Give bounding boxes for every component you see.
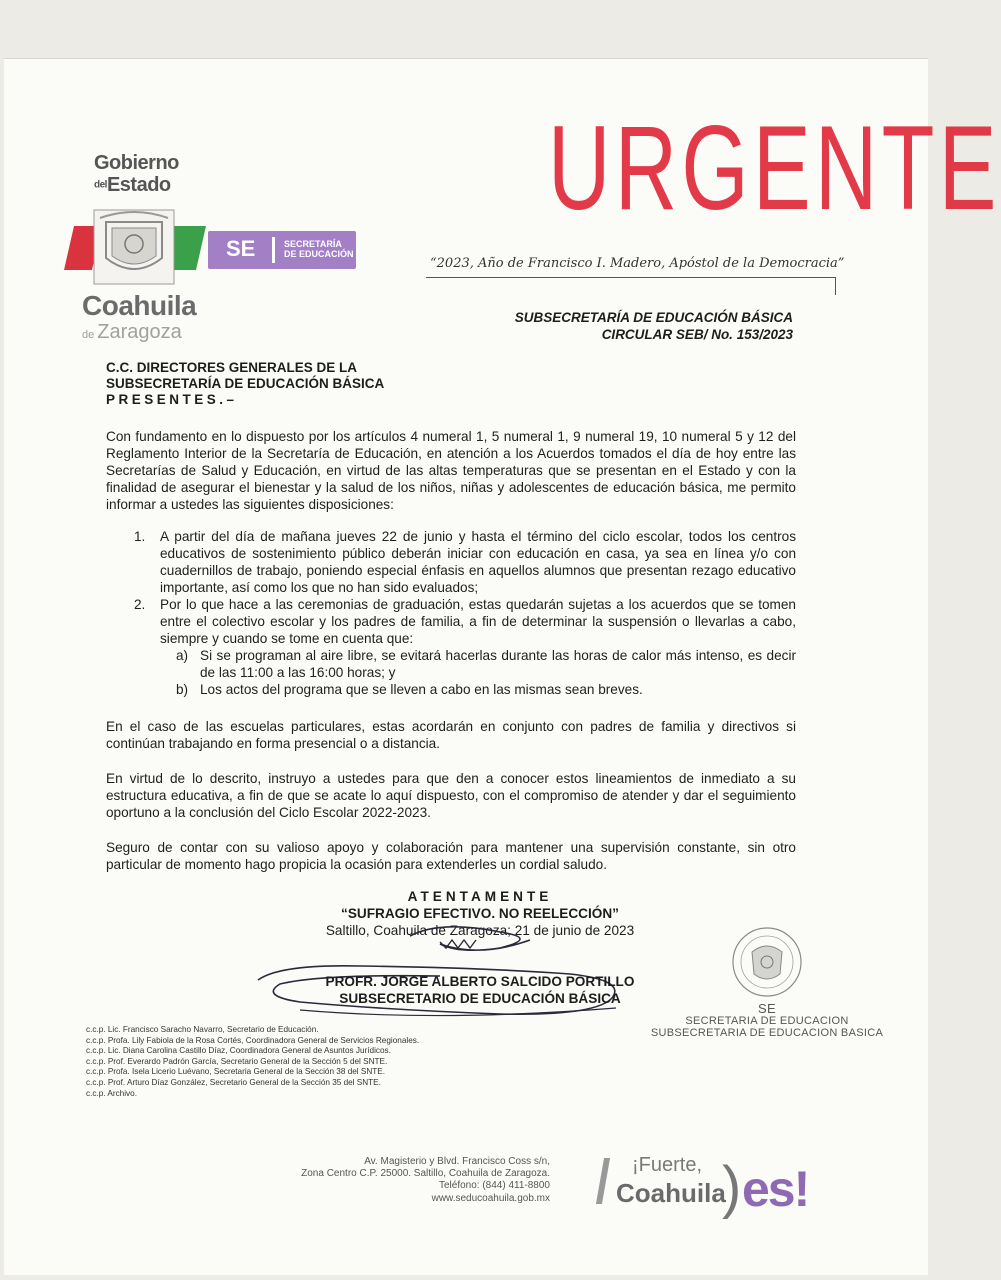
sub-item-letter: b) — [176, 682, 189, 697]
estado-word: Estado — [106, 174, 171, 196]
addressee-line1: C.C. DIRECTORES GENERALES DE LA — [106, 360, 358, 375]
intro-paragraph: Con fundamento en lo dispuesto por los artículos 4 numeral 1, 5 numeral 1, 9 numeral 19, 10 numeral 5 y 12 del Reglamento Interior de la Secretaría de Educación, en atención a los Acuerdos tomados el día de hoy entre las Secretarías de Salud y Educación, en virtud de las altas temperaturas que se presentan en el Estado y con la finalidad de asegurar el bienestar y la salud de los niños, niñas y adolescentes de educación básica, me permito informar a ustedes las siguientes disposiciones: — [106, 429, 796, 512]
sub-item-text: Si se programan al aire libre, se evitará hacerlas durante las horas de calor más intenso, es decir de las 11:00 a las 16:00 horas; y — [200, 648, 796, 680]
ccp-line: c.c.p. Lic. Francisco Saracho Navarro, Secretario de Educación. — [86, 1025, 319, 1034]
ccp-line: c.c.p. Profa. Isela Licerio Luévano, Secretaria General de la Sección 38 del SNTE. — [86, 1067, 386, 1077]
year-motto: “2023, Año de Francisco I. Madero, Apóstol de la Democracia” — [430, 256, 845, 271]
dispositions-list — [130, 528, 796, 698]
address-line: Av. Magisterio y Blvd. Francisco Coss s/n, — [364, 1156, 550, 1167]
fuerte-coahuila-logo — [600, 1152, 840, 1228]
urgente-stamp: URGENTE — [548, 101, 1001, 235]
ccp-line: c.c.p. Profa. Lily Fabiola de la Rosa Cortés, Coordinadora General de Servicios Regionales. — [86, 1035, 420, 1045]
list-item — [130, 528, 796, 596]
sub-item — [160, 681, 796, 698]
secretaria-line2: DE EDUCACIÓN — [284, 249, 354, 259]
de-word: de — [82, 329, 95, 341]
official-seal-icon — [722, 922, 812, 1002]
signer-name: PROFR. JORGE ALBERTO SALCIDO PORTILLO — [325, 974, 635, 989]
gobierno-word: Gobierno — [94, 152, 179, 174]
secretaria-line1: SECRETARÍA — [284, 239, 342, 249]
website-line: www.seducoahuila.gob.mx — [431, 1192, 550, 1204]
motto-underline — [426, 277, 836, 278]
addressee-line2: SUBSECRETARÍA DE EDUCACIÓN BÁSICA — [106, 376, 385, 391]
list-item — [130, 596, 796, 698]
subsecretaria-title: SUBSECRETARÍA DE EDUCACIÓN BÁSICA — [514, 310, 793, 325]
sub-item-letter: a) — [176, 648, 189, 663]
private-schools-paragraph: En el caso de las escuelas particulares, estas acordarán en conjunto con padres de familia y directivos si continúan trabajando en forma presencial o a distancia. — [106, 719, 796, 751]
ccp-line: c.c.p. Prof. Everardo Padrón García, Secretario General de la Sección 5 del SNTE. — [86, 1056, 388, 1066]
zaragoza-wordmark — [82, 321, 182, 344]
brand-paren-icon: ) — [722, 1155, 742, 1220]
address-line: Zona Centro C.P. 25000. Saltillo, Coahuila de Zaragoza. — [301, 1168, 550, 1180]
list-item-number: 1. — [134, 529, 146, 544]
coahuila-wordmark: Coahuila — [82, 290, 197, 321]
list-item-text: Por lo que hace a las ceremonias de graduación, estas quedarán sujetas a los acuerdos que se tomen entre el colectivo escolar y los padres de familia, a fin de determinar la suspensión o llevarlas a cabo, siempre y cuando se tome en cuenta que: — [160, 597, 796, 646]
ccp-list — [86, 1025, 419, 1099]
ccp-line: c.c.p. Prof. Arturo Díaz González, Secretario General de la Sección 35 del SNTE. — [86, 1077, 381, 1087]
ccp-line: c.c.p. Lic. Diana Carolina Castillo Díaz, Coordinadora General de Asuntos Jurídicos. — [86, 1046, 391, 1056]
seal-line2: SUBSECRETARIA DE EDUCACION BASICA — [650, 1027, 884, 1039]
badge-divider — [272, 237, 275, 263]
motto-tick — [835, 277, 836, 295]
seal-se: SE — [758, 1001, 776, 1016]
circular-number: CIRCULAR SEB/ No. 153/2023 — [601, 327, 793, 342]
list-item-text: A partir del día de mañana jueves 22 de junio y hasta el término del ciclo escolar, todos los centros educativos de sostenimiento público deberán iniciar con educación en casa, ya sea en línea y/o con cuadernillos de trabajo, poniendo especial énfasis en aquellos alumnos que presentan rezago educativo importante, así como los que no han sido evaluados; — [160, 529, 796, 595]
brand-fuerte: ¡Fuerte, — [632, 1154, 703, 1176]
instruction-paragraph: En virtud de lo descrito, instruyo a ustedes para que den a conocer estos lineamientos de inmediato a su estructura educativa, a fin de que se acate lo aquí dispuesto, con el compromiso de atender y dar el seguimiento oportuno a la conclusión del Ciclo Escolar 2022-2023. — [106, 771, 796, 820]
gobierno-logo-text — [94, 152, 179, 197]
sub-item-text: Los actos del programa que se lleven a cabo en las mismas sean breves. — [200, 682, 643, 697]
se-secretaria-badge — [208, 231, 356, 269]
footer-address — [246, 1156, 550, 1205]
farewell-paragraph: Seguro de contar con su valioso apoyo y colaboración para mantener una supervisión constante, sin otro particular de momento hago propicia la ocasión para extenderles un cordial saludo. — [106, 840, 796, 872]
place-date: Saltillo, Coahuila de Zaragoza; 21 de junio de 2023 — [325, 923, 635, 938]
sub-item — [160, 647, 796, 681]
phone-line: Teléfono: (844) 411-8800 — [438, 1180, 550, 1192]
signer-block — [250, 973, 710, 1007]
addressee-presentes: PRESENTES.– — [106, 392, 238, 407]
circular-header — [373, 309, 793, 343]
brand-coahuila: Coahuila — [616, 1178, 726, 1208]
seal-legend — [636, 1003, 898, 1039]
se-badge-label: SE — [226, 236, 256, 261]
sufragio-motto: “SUFRAGIO EFECTIVO. NO REELECCIÓN” — [341, 906, 619, 921]
coat-of-arms-icon — [92, 208, 176, 286]
del-word: del — [94, 179, 107, 191]
ccp-line: c.c.p. Archivo. — [86, 1088, 137, 1098]
seal-line1: SECRETARIA DE EDUCACION — [685, 1015, 849, 1027]
brand-es: es! — [742, 1161, 809, 1217]
list-item-number: 2. — [134, 597, 146, 612]
zaragoza-word: Zaragoza — [97, 321, 182, 343]
addressee-block — [106, 360, 384, 408]
signer-title: SUBSECRETARIO DE EDUCACIÓN BÁSICA — [339, 991, 621, 1006]
atentamente: ATENTAMENTE — [407, 889, 553, 904]
